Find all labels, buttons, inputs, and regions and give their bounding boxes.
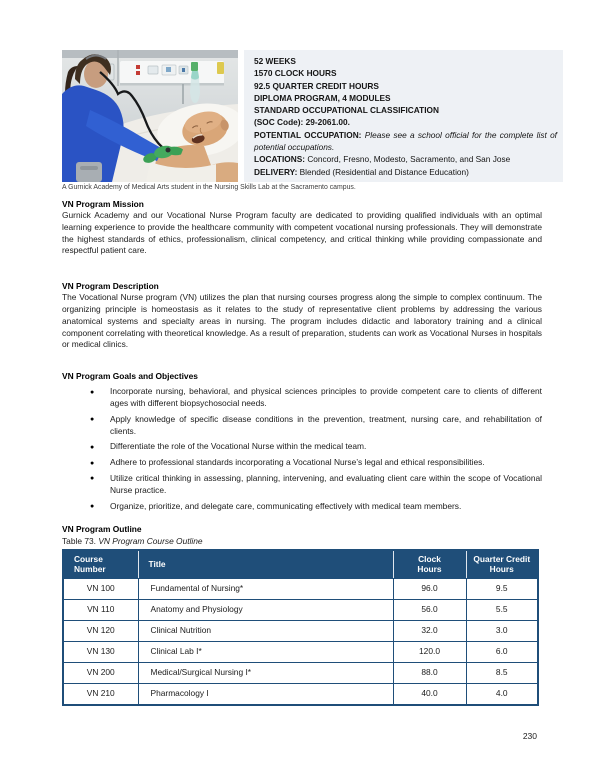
cell-course-number: VN 100 (63, 579, 138, 600)
cell-clock-hours: 88.0 (393, 663, 466, 684)
description-paragraph: The Vocational Nurse program (VN) utilizes the plan that nursing courses progress along the simple to complex continuum. The organizing principle is homeostasis as it relates to the study of representative client problems by addressing the various anatomical systems and specialty areas in nursing. The program includes didactic and laboratory training and a clinical component correlating with theoretical knowledge. As a result of preparation, students can work as Vocational Nurses in hospitals or medical clinics. (62, 292, 542, 350)
delivery-label: DELIVERY: (254, 166, 300, 177)
cell-title: Clinical Lab I* (138, 642, 393, 663)
locations-label: LOCATIONS: (254, 154, 308, 165)
table-row (63, 642, 538, 663)
cell-course-number: VN 200 (63, 663, 138, 684)
goal-text: Utilize critical thinking in assessing, planning, intervening, and evaluating client care within the scope of Vocational Nurse practice. (110, 472, 542, 495)
potential-occupation-label: POTENTIAL OCCUPATION: (254, 129, 365, 140)
table-label (62, 535, 542, 547)
program-weeks: 52 WEEKS (254, 56, 296, 66)
table-row (63, 684, 538, 706)
page-number: 230 (522, 731, 537, 741)
goal-text: Adhere to professional standards incorporating a Vocational Nurse’s legal and ethical responsibilities. (110, 457, 485, 468)
table-header-row (63, 550, 538, 579)
header-quarter-credit-hours: Quarter Credit Hours (466, 550, 538, 579)
cell-clock-hours: 96.0 (393, 579, 466, 600)
course-outline-table (62, 549, 539, 706)
header-course-number: Course Number (63, 550, 138, 579)
cell-clock-hours: 120.0 (393, 642, 466, 663)
outline-heading: VN Program Outline (62, 524, 142, 535)
table-label-prefix: Table 73. (62, 536, 99, 547)
nursing-photo-illustration (62, 50, 238, 182)
cell-credit-hours: 4.0 (466, 684, 538, 706)
bullet-icon: ● (90, 388, 95, 396)
cell-credit-hours: 3.0 (466, 621, 538, 642)
cell-credit-hours: 5.5 (466, 600, 538, 621)
program-info-panel (244, 50, 563, 182)
program-soc-line1: STANDARD OCCUPATIONAL CLASSIFICATION (254, 105, 439, 116)
mission-paragraph: Gurnick Academy and our Vocational Nurse Program faculty are dedicated to providing qualified individuals with an optimal learning experience to provide the healthcare community with competent vocational nursing professionals. They will demonstrate the highest standards of ethics, professionalism, clinical competency, and critical thinking while providing compassionate and respectful patient care. (62, 210, 542, 256)
program-delivery (254, 166, 557, 178)
cell-title: Fundamental of Nursing* (138, 579, 393, 600)
delivery-text: Blended (Residential and Distance Education) (299, 166, 469, 177)
program-clock-hours: 1570 CLOCK HOURS (254, 68, 337, 79)
cell-credit-hours: 9.5 (466, 579, 538, 600)
cell-clock-hours: 40.0 (393, 684, 466, 706)
cell-title: Pharmacology I (138, 684, 393, 706)
locations-text: Concord, Fresno, Modesto, Sacramento, and San Jose (307, 154, 511, 165)
cell-title: Clinical Nutrition (138, 621, 393, 642)
header-title: Title (138, 550, 393, 579)
program-locations (254, 153, 557, 165)
mission-heading: VN Program Mission (62, 199, 144, 209)
nursing-student-photo (62, 50, 238, 182)
table-row (63, 600, 538, 621)
cell-title: Anatomy and Physiology (138, 600, 393, 621)
document-body (62, 198, 542, 706)
goals-heading: VN Program Goals and Objectives (62, 371, 198, 382)
goal-text: Apply knowledge of specific disease conditions in the prevention, treatment, nursing care, and rehabilitation of clients. (110, 413, 542, 436)
cell-credit-hours: 6.0 (466, 642, 538, 663)
cell-course-number: VN 110 (63, 600, 138, 621)
photo-caption: A Gurnick Academy of Medical Arts student in the Nursing Skills Lab at the Sacramento campus. (62, 184, 356, 191)
header-clock-hours: Clock Hours (393, 550, 466, 579)
goal-item (62, 501, 542, 513)
hero-row (62, 50, 563, 182)
program-credit-hours: 92.5 QUARTER CREDIT HOURS (254, 80, 379, 91)
description-heading: VN Program Description (62, 281, 159, 292)
goal-item (62, 457, 542, 469)
table-row (63, 579, 538, 600)
goals-list (62, 386, 542, 512)
bullet-icon: ● (90, 459, 95, 467)
bullet-icon: ● (90, 503, 95, 511)
potential-occupation-text: Please see a school official for the complete list of potential occupations. (254, 129, 557, 153)
goal-text: Incorporate nursing, behavioral, and physical sciences principles to provide competent care to clients of different ages with different biopsychosocial needs. (110, 386, 542, 408)
table-row (63, 621, 538, 642)
cell-course-number: VN 130 (63, 642, 138, 663)
cell-title: Medical/Surgical Nursing I* (138, 663, 393, 684)
goal-text: Differentiate the role of the Vocational Nurse within the medical team. (110, 441, 367, 452)
bullet-icon: ● (90, 416, 95, 424)
cell-credit-hours: 8.5 (466, 663, 538, 684)
goal-text: Organize, prioritize, and delegate care, communicating effectively with medical team members. (110, 500, 462, 511)
cell-clock-hours: 32.0 (393, 621, 466, 642)
table-row (63, 663, 538, 684)
table-label-title: VN Program Course Outline (98, 536, 203, 547)
goal-item (62, 414, 542, 438)
cell-clock-hours: 56.0 (393, 600, 466, 621)
bullet-icon: ● (90, 443, 95, 451)
bullet-icon: ● (90, 475, 95, 483)
goal-item (62, 386, 542, 410)
program-diploma: DIPLOMA PROGRAM, 4 MODULES (254, 92, 391, 103)
goal-item (62, 441, 542, 453)
program-potential-occupation (254, 129, 557, 154)
goal-item (62, 473, 542, 497)
program-soc-line2: (SOC Code): 29-2061.00. (254, 117, 350, 128)
cell-course-number: VN 120 (63, 621, 138, 642)
cell-course-number: VN 210 (63, 684, 138, 706)
